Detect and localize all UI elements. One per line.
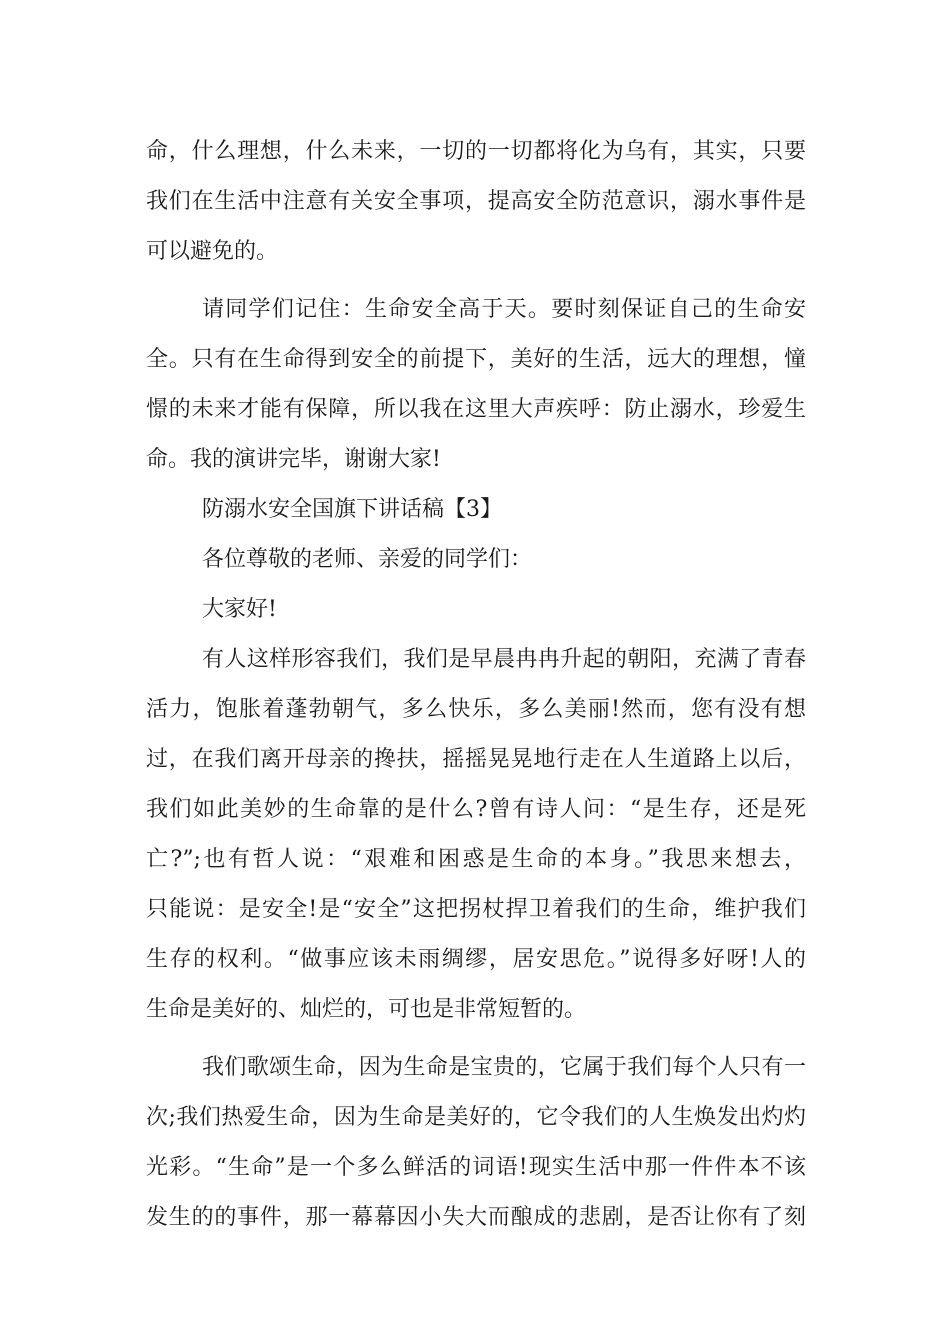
title-line: 防溺水安全国旗下讲话稿【3】 <box>202 497 502 522</box>
paragraph-praise <box>146 1043 806 1243</box>
greeting <box>146 585 806 635</box>
text-line: 请同学们记住：生命安全高于天。要时刻保证自己的生命安 <box>202 297 806 322</box>
text-line: 发生的的事件，那一幕幕因小失大而酿成的悲剧，是否让你有了刻 <box>146 1205 806 1230</box>
greeting-line: 大家好! <box>202 597 277 622</box>
salutation-line: 各位尊敬的老师、亲爱的同学们： <box>202 547 533 572</box>
text-line: 命。我的演讲完毕，谢谢大家! <box>146 447 441 472</box>
salutation <box>146 535 806 585</box>
text-line: 次;我们热爱生命，因为生命是美好的，它令我们的人生焕发出灼灼 <box>146 1105 806 1130</box>
text-line: 生命是美好的、灿烂的，可也是非常短暂的。 <box>146 997 587 1022</box>
text-line: 有人这样形容我们，我们是早晨冉冉升起的朝阳，充满了青春 <box>202 647 806 672</box>
text-line: 只能说：是安全!是“安全”这把拐杖捍卫着我们的生命，维护我们 <box>146 897 806 922</box>
text-line: 光彩。“生命”是一个多么鲜活的词语!现实生活中那一件件本不该 <box>146 1155 806 1180</box>
document-body <box>146 127 806 1243</box>
text-line: 过，在我们离开母亲的搀扶，摇摇晃晃地行走在人生道路上以后， <box>146 747 806 772</box>
paragraph-continuation <box>146 127 806 277</box>
text-line: 生存的权利。“做事应该未雨绸缪，居安思危。”说得多好呀!人的 <box>146 947 806 972</box>
text-line: 我们在生活中注意有关安全事项，提高安全防范意识，溺水事件是 <box>146 189 806 214</box>
text-line: 憬的未来才能有保障，所以我在这里大声疾呼：防止溺水，珍爱生 <box>146 397 806 422</box>
text-line: 亡?”;也有哲人说：“艰难和困惑是生命的本身。”我思来想去， <box>146 847 806 872</box>
text-line: 命，什么理想，什么未来，一切的一切都将化为乌有，其实，只要 <box>146 139 806 164</box>
text-line: 我们如此美妙的生命靠的是什么?曾有诗人问：“是生存，还是死 <box>146 797 806 822</box>
speech-title <box>146 485 806 535</box>
text-line: 活力，饱胀着蓬勃朝气，多么快乐，多么美丽!然而，您有没有想 <box>146 697 806 722</box>
paragraph-reminder <box>146 285 806 485</box>
text-line: 可以避免的。 <box>146 239 279 264</box>
text-line: 我们歌颂生命，因为生命是宝贵的，它属于我们每个人只有一 <box>202 1055 806 1080</box>
text-line: 全。只有在生命得到安全的前提下，美好的生活，远大的理想，憧 <box>146 347 806 372</box>
paragraph-description <box>146 635 806 1035</box>
